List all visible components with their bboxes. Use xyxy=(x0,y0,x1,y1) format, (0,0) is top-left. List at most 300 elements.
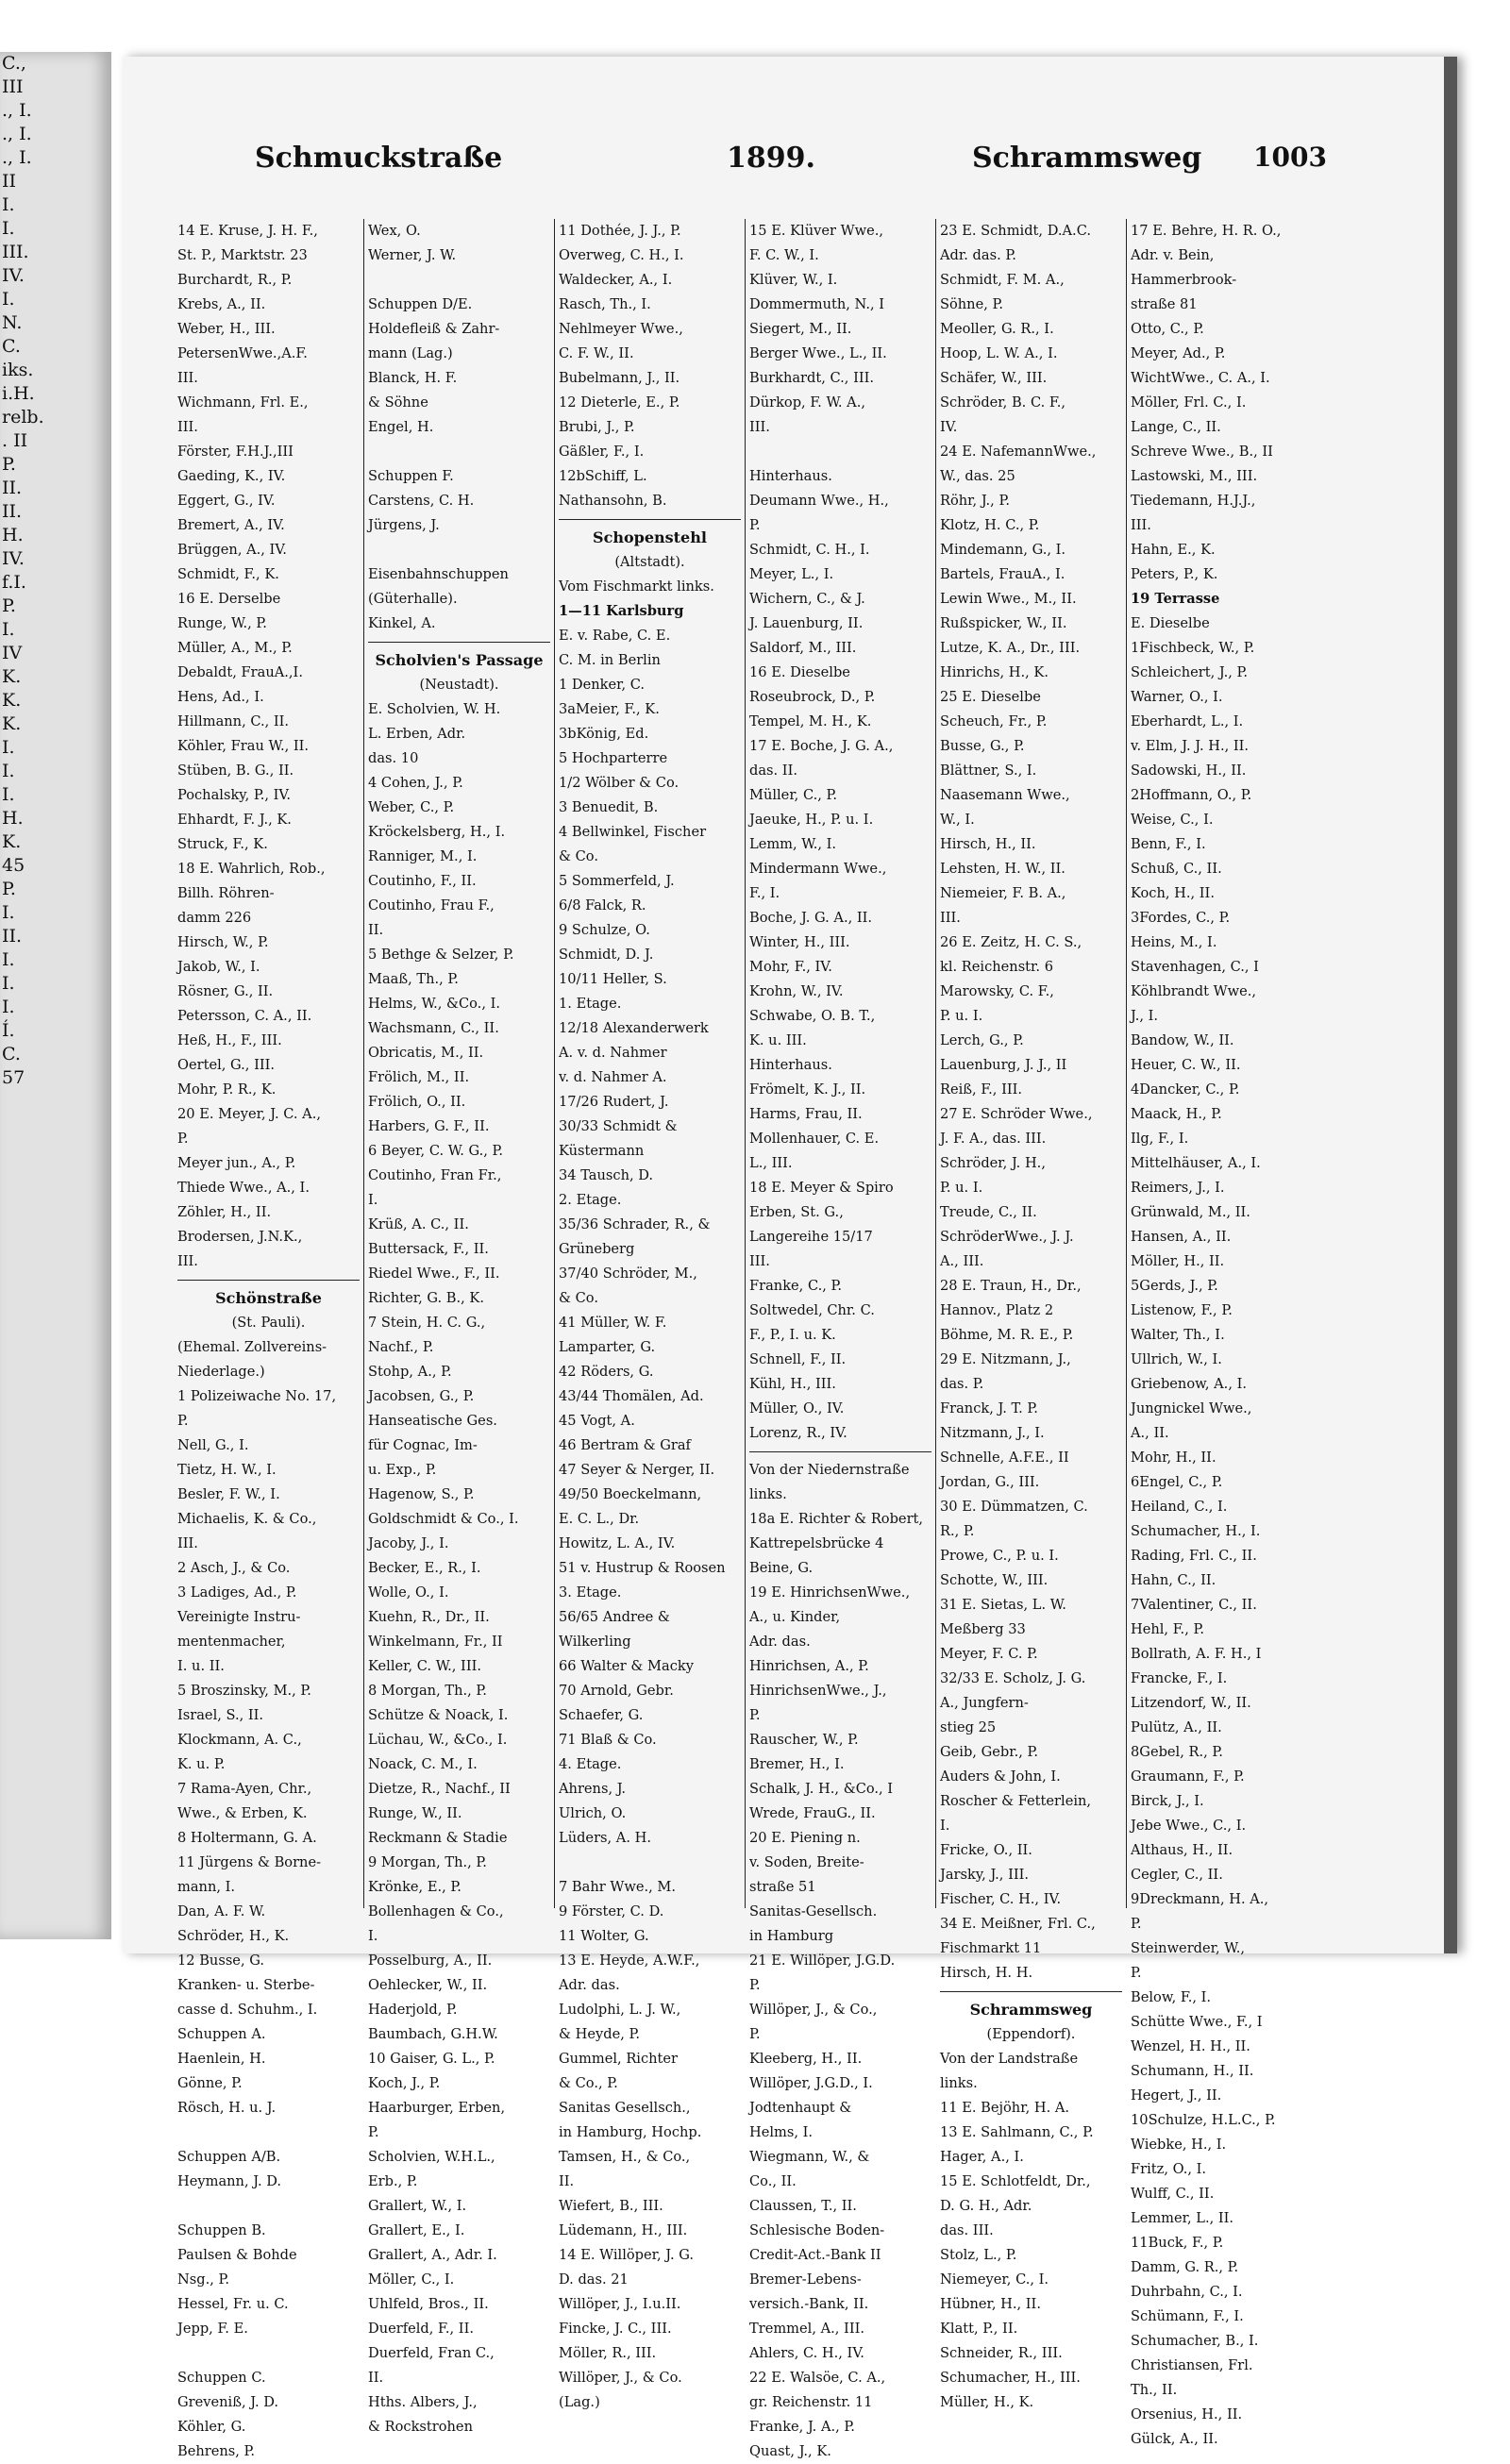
directory-entry: Heuer, C. W., II. xyxy=(1131,1057,1241,1073)
directory-entry: Duerfeld, Fran C., xyxy=(368,2345,495,2361)
directory-entry: 70 Arnold, Gebr. xyxy=(559,1683,674,1699)
directory-entry: Wolle, O., I. xyxy=(368,1584,449,1601)
directory-entry: Schmidt, C. H., I. xyxy=(749,542,870,558)
directory-entry: Besler, F. W., I. xyxy=(177,1486,280,1502)
directory-entry: Rasch, Th., I. xyxy=(559,296,651,312)
directory-entry: Tempel, M. H., K. xyxy=(749,713,872,729)
directory-entry: Althaus, H., II. xyxy=(1131,1842,1233,1858)
directory-col-5 xyxy=(936,219,1127,2410)
directory-entry: Haenlein, H. xyxy=(177,2051,266,2067)
directory-entry: Bandow, W., II. xyxy=(1131,1032,1234,1048)
directory-entry: Litzendorf, W., II. xyxy=(1131,1695,1251,1711)
left-page-fragment: I. xyxy=(2,949,15,970)
directory-entry: 3aMeier, F., K. xyxy=(559,701,660,717)
directory-entry: 3bKönig, Ed. xyxy=(559,726,649,742)
directory-entry: Lemm, W., I. xyxy=(749,836,837,852)
directory-entry: F., P., I. u. K. xyxy=(749,1327,836,1343)
directory-entry: Schuppen A/B. xyxy=(177,2149,281,2165)
directory-entry: Eberhardt, L., I. xyxy=(1131,713,1244,729)
directory-entry: Jepp, F. E. xyxy=(177,2321,248,2337)
directory-entry: II. xyxy=(559,2173,575,2189)
directory-entry: Sadowski, H., II. xyxy=(1131,763,1247,779)
directory-entry: A., u. Kinder, xyxy=(749,1609,841,1625)
directory-entry: Wiefert, B., III. xyxy=(559,2198,663,2214)
directory-entry: Köhler, G. xyxy=(177,2419,246,2435)
directory-entry: Gönne, P. xyxy=(177,2075,243,2091)
directory-entry: 14 E. Kruse, J. H. F., xyxy=(177,223,318,239)
directory-entry: Soltwedel, Chr. C. xyxy=(749,1302,875,1318)
directory-entry: Ahlers, C. H., IV. xyxy=(749,2345,864,2361)
directory-entry: mann, I. xyxy=(177,1879,236,1895)
directory-entry: HinrichsenWwe., J., xyxy=(749,1683,887,1699)
directory-entry: 4 Bellwinkel, Fischer xyxy=(559,824,707,840)
directory-entry: Jürgens, J. xyxy=(368,517,440,533)
directory-entry: für Cognac, Im- xyxy=(368,1437,478,1453)
directory-entry: 19 E. HinrichsenWwe., xyxy=(749,1584,911,1601)
directory-entry xyxy=(177,2341,360,2366)
directory-entry: casse d. Schuhm., I. xyxy=(177,2002,318,2018)
directory-entry: III. xyxy=(749,1253,770,1269)
directory-entry: Söhne, P. xyxy=(940,296,1003,312)
directory-entry: 51 v. Hustrup & Roosen xyxy=(559,1560,726,1576)
directory-entry: Klatt, P., II. xyxy=(940,2321,1018,2337)
directory-entry: Lorenz, R., IV. xyxy=(749,1425,847,1441)
directory-entry: Lüdemann, H., III. xyxy=(559,2222,688,2238)
directory-entry: Goldschmidt & Co., I. xyxy=(368,1511,519,1527)
directory-entry: Willöper, J., I.u.II. xyxy=(559,2296,681,2312)
directory-entry: Adr. das. P. xyxy=(940,247,1016,263)
directory-entry: Lastowski, M., III. xyxy=(1131,468,1258,484)
directory-entry: Krönke, E., P. xyxy=(368,1879,461,1895)
left-page-fragment: II. xyxy=(2,478,23,498)
directory-col-3 xyxy=(555,219,746,2410)
directory-entry: Krohn, W., IV. xyxy=(749,983,844,999)
directory-entry: Schütze & Noack, I. xyxy=(368,1707,509,1723)
directory-entry: P. xyxy=(368,2124,379,2140)
directory-entry: Howitz, L. A., IV. xyxy=(559,1535,676,1551)
directory-entry: 24 E. NafemannWwe., xyxy=(940,444,1097,460)
directory-entry: 47 Seyer & Nerger, II. xyxy=(559,1462,715,1478)
directory-entry: Harbers, G. F., II. xyxy=(368,1118,490,1134)
directory-entry: Nehlmeyer Wwe., xyxy=(559,321,683,337)
directory-entry: Baumbach, G.H.W. xyxy=(368,2026,498,2042)
directory-entry: Orsenius, H., II. xyxy=(1131,2406,1243,2422)
directory-entry: Frölich, O., II. xyxy=(368,1094,466,1110)
directory-entry: II. xyxy=(368,922,384,938)
directory-entry: Holdefleiß & Zahr- xyxy=(368,321,500,337)
directory-entry: Geib, Gebr., P. xyxy=(940,1744,1039,1760)
directory-entry: Sanitas-Gesellsch. xyxy=(749,1903,878,1919)
directory-entry: Schümann, F., I. xyxy=(1131,2308,1244,2324)
directory-entry: 2Hoffmann, O., P. xyxy=(1131,787,1252,803)
directory-entry: Fritz, O., I. xyxy=(1131,2161,1207,2177)
directory-entry: 18 E. Wahrlich, Rob., xyxy=(177,861,326,877)
directory-entry: 9 Morgan, Th., P. xyxy=(368,1854,487,1870)
directory-entry: Bubelmann, J., II. xyxy=(559,370,680,386)
directory-entry: Dommermuth, N., I xyxy=(749,296,885,312)
directory-entry: 18a E. Richter & Robert, xyxy=(749,1511,924,1527)
directory-entry: Gaeding, K., IV. xyxy=(177,468,286,484)
directory-entry: 11 Wolter, G. xyxy=(559,1928,649,1944)
directory-entry: Jarsky, J., III. xyxy=(940,1867,1030,1883)
directory-entry: Lerch, G., P. xyxy=(940,1032,1024,1048)
directory-entry: Schmidt, F. M. A., xyxy=(940,272,1065,288)
directory-entry: Adr. das. xyxy=(559,1977,620,1993)
directory-entry: gr. Reichenstr. 11 xyxy=(749,2394,873,2410)
directory-entry xyxy=(177,2120,360,2145)
directory-entry: Scheuch, Fr., P. xyxy=(940,713,1048,729)
directory-entry: Franke, C., P. xyxy=(749,1278,843,1294)
directory-entry: Dietze, R., Nachf., II xyxy=(368,1781,511,1797)
directory-entry: Heins, M., I. xyxy=(1131,934,1217,950)
directory-entry: 6Engel, C., P. xyxy=(1131,1474,1223,1490)
directory-entry: Behrens, P. xyxy=(177,2443,256,2459)
directory-entry: (Güterhalle). xyxy=(368,591,458,607)
directory-entry: Grünwald, M., II. xyxy=(1131,1204,1250,1220)
directory-entry: Schröder, H., K. xyxy=(177,1928,290,1944)
directory-entry: 32/33 E. Scholz, J. G. xyxy=(940,1670,1086,1686)
directory-entry: 4 Cohen, J., P. xyxy=(368,775,463,791)
directory-entry: Reckmann & Stadie xyxy=(368,1830,508,1846)
directory-entry: Weise, C., I. xyxy=(1131,812,1214,828)
directory-entry: Jebe Wwe., C., I. xyxy=(1131,1818,1247,1834)
directory-entry: Franck, J. T. P. xyxy=(940,1400,1038,1416)
left-page-fragment: I. xyxy=(2,973,15,994)
directory-entry: 25 E. Dieselbe xyxy=(940,689,1041,705)
left-page-fragment: Í. xyxy=(2,1020,15,1041)
directory-entry: Hanseatische Ges. xyxy=(368,1413,497,1429)
directory-entry: III. xyxy=(749,419,770,435)
directory-entry: Coutinho, Frau F., xyxy=(368,897,495,914)
directory-entry: Schäfer, W., III. xyxy=(940,370,1048,386)
directory-entry: mentenmacher, xyxy=(177,1634,286,1650)
directory-entry: 5 Hochparterre xyxy=(559,750,668,766)
directory-entry: Schumacher, B., I. xyxy=(1131,2333,1259,2349)
left-page-fragment: III xyxy=(2,76,24,97)
directory-entry: 22 E. Walsöe, C. A., xyxy=(749,2370,886,2386)
directory-entry: W., das. 25 xyxy=(940,468,1015,484)
directory-entry: Peters, P., K. xyxy=(1131,566,1218,582)
left-page-fragment: relb. xyxy=(2,407,44,427)
directory-entry: Schröder, J. H., xyxy=(940,1155,1046,1171)
directory-entry: Ulrich, O. xyxy=(559,1805,627,1821)
directory-entry: Mittelhäuser, A., I. xyxy=(1131,1155,1261,1171)
directory-entry: das. P. xyxy=(940,1376,984,1392)
directory-entry: 1Fischbeck, W., P. xyxy=(1131,640,1255,656)
page-header xyxy=(255,142,1327,189)
left-page-fragment: II. xyxy=(2,501,23,522)
directory-entry: Listenow, F., P. xyxy=(1131,1302,1233,1318)
directory-entry: 15 E. Schlotfeldt, Dr., xyxy=(940,2173,1091,2189)
directory-entry: Pulütz, A., II. xyxy=(1131,1719,1222,1735)
directory-entry: 42 Röders, G. xyxy=(559,1364,654,1380)
directory-entry: 10 Gaiser, G. L., P. xyxy=(368,2051,495,2067)
directory-entry: Meyer jun., A., P. xyxy=(177,1155,296,1171)
left-page-fragment: I. xyxy=(2,737,15,758)
directory-entry: Stüben, B. G., II. xyxy=(177,763,294,779)
directory-entry: Brüggen, A., IV. xyxy=(177,542,287,558)
directory-entry: Coutinho, F., II. xyxy=(368,873,477,889)
directory-entry: Hinrichs, H., K. xyxy=(940,664,1049,680)
directory-entry: in Hamburg xyxy=(749,1928,834,1944)
directory-entry: Erb., P. xyxy=(368,2173,418,2189)
section-divider xyxy=(559,519,741,520)
directory-entry: kl. Reichenstr. 6 xyxy=(940,959,1053,975)
left-page-fragment: 57 xyxy=(2,1067,25,1088)
directory-entry: Adr. v. Bein, xyxy=(1131,247,1215,263)
directory-entry: 3 Ladiges, Ad., P. xyxy=(177,1584,297,1601)
left-page-fragment: I. xyxy=(2,289,15,310)
directory-entry: Hinrichsen, A., P. xyxy=(749,1658,869,1674)
directory-entry: Wichern, C., & J. xyxy=(749,591,865,607)
directory-entry: 20 E. Meyer, J. C. A., xyxy=(177,1106,321,1122)
directory-entry: Schreve Wwe., B., II xyxy=(1131,444,1273,460)
directory-entry: 16 E. Derselbe xyxy=(177,591,281,607)
directory-entry: Griebenow, A., I. xyxy=(1131,1376,1247,1392)
directory-entry: Brodersen, J.N.K., xyxy=(177,1229,303,1245)
directory-entry: Hirsch, W., P. xyxy=(177,934,269,950)
directory-entry: Lemmer, L., II. xyxy=(1131,2210,1234,2226)
directory-entry: Heß, H., F., III. xyxy=(177,1032,282,1048)
left-page-fragment: . II xyxy=(2,430,28,451)
directory-entry: Nitzmann, J., I. xyxy=(940,1425,1045,1441)
directory-entry: Möller, R., III. xyxy=(559,2345,657,2361)
directory-entry: Hehl, F., P. xyxy=(1131,1621,1204,1637)
directory-entry: 56/65 Andree & xyxy=(559,1609,670,1625)
directory-entry: Köhler, Frau W., II. xyxy=(177,738,310,754)
directory-entry: Keller, C. W., III. xyxy=(368,1658,481,1674)
directory-entry: Bartels, FrauA., I. xyxy=(940,566,1065,582)
directory-entry: Kröckelsberg, H., I. xyxy=(368,824,506,840)
directory-entry: Graumann, F., P. xyxy=(1131,1768,1245,1785)
directory-entry: Möller, C., I. xyxy=(368,2271,455,2288)
directory-entry: Hahn, E., K. xyxy=(1131,542,1216,558)
directory-entry: Jodtenhaupt & xyxy=(749,2100,852,2116)
directory-entry: Lutze, K. A., Dr., III. xyxy=(940,640,1081,656)
directory-entry: Oehlecker, W., II. xyxy=(368,1977,488,1993)
directory-entry: A., Jungfern- xyxy=(940,1695,1029,1711)
directory-entry: Nsg., P. xyxy=(177,2271,230,2288)
directory-entry: 13 E. Sahlmann, C., P. xyxy=(940,2124,1094,2140)
left-page-fragment: C. xyxy=(2,1044,21,1064)
directory-entry: PetersenWwe.,A.F. xyxy=(177,345,308,361)
directory-entry: 46 Bertram & Graf xyxy=(559,1437,691,1453)
directory-entry: Hübner, H., II. xyxy=(940,2296,1041,2312)
directory-entry: Meßberg 33 xyxy=(940,1621,1026,1637)
directory-entry: 3. Etage. xyxy=(559,1584,622,1601)
directory-entry: Küstermann xyxy=(559,1143,645,1159)
directory-entry: 11 Jürgens & Borne- xyxy=(177,1854,322,1870)
directory-entry: 2 Asch, J., & Co. xyxy=(177,1560,291,1576)
left-page-fragment: I. xyxy=(2,902,15,923)
directory-entry: 1. Etage. xyxy=(559,996,622,1012)
directory-entry: Hahn, C., II. xyxy=(1131,1572,1216,1588)
directory-entry: A. v. d. Nahmer xyxy=(559,1045,667,1061)
street-heading: Schrammsweg xyxy=(969,2001,1093,2019)
directory-entry: Werner, J. W. xyxy=(368,247,457,263)
directory-entry: 15 E. Klüver Wwe., xyxy=(749,223,884,239)
directory-entry: 66 Walter & Macky xyxy=(559,1658,694,1674)
directory-entry: Blättner, S., I. xyxy=(940,763,1037,779)
directory-entry: Paulsen & Bohde xyxy=(177,2247,297,2263)
directory-entry: Förster, F.H.J.,III xyxy=(177,444,294,460)
directory-entry: Engel, H. xyxy=(368,419,434,435)
directory-entry: 1/2 Wölber & Co. xyxy=(559,775,680,791)
directory-entry: Schneider, R., III. xyxy=(940,2345,1063,2361)
directory-entry: L. Erben, Adr. xyxy=(368,726,466,742)
directory-entry: SchröderWwe., J. J. xyxy=(940,1229,1074,1245)
directory-entry: Beine, G. xyxy=(749,1560,814,1576)
directory-entry: Blanck, H. F. xyxy=(368,370,458,386)
directory-entry: Schaefer, G. xyxy=(559,1707,644,1723)
directory-entry: 9 Schulze, O. xyxy=(559,922,650,938)
directory-entry: Berger Wwe., L., II. xyxy=(749,345,887,361)
directory-entry: Struck, F., K. xyxy=(177,836,268,852)
directory-entry: Kattrepelsbrücke 4 xyxy=(749,1535,884,1551)
directory-entry: Carstens, C. H. xyxy=(368,493,475,509)
directory-entry: Noack, C. M., I. xyxy=(368,1756,478,1772)
directory-entry: P. u. I. xyxy=(940,1008,983,1024)
page-number: 1003 xyxy=(1253,142,1327,173)
directory-entry: Schuppen F. xyxy=(368,468,454,484)
directory-entry: Wiebke, H., I. xyxy=(1131,2137,1227,2153)
directory-entry: Grallert, A., Adr. I. xyxy=(368,2247,497,2263)
directory-entry: W., I. xyxy=(940,812,975,828)
directory-entry: links. xyxy=(749,1486,787,1502)
directory-entry: J., I. xyxy=(1131,1008,1159,1024)
directory-entry: Hannov., Platz 2 xyxy=(940,1302,1054,1318)
directory-entry: Dan, A. F. W. xyxy=(177,1903,266,1919)
directory-entry: Schuß, C., II. xyxy=(1131,861,1222,877)
directory-entry: Meyer, F. C. P. xyxy=(940,1646,1038,1662)
directory-entry: v. d. Nahmer A. xyxy=(559,1069,667,1085)
directory-entry: Frömelt, K. J., II. xyxy=(749,1081,866,1098)
directory-entry: WichtWwe., C. A., I. xyxy=(1131,370,1270,386)
directory-entry: 13 E. Heyde, A.W.F., xyxy=(559,1953,700,1969)
directory-entry: 31 E. Sietas, L. W. xyxy=(940,1597,1066,1613)
directory-entry: Fischmarkt 11 xyxy=(940,1940,1042,1956)
header-year: 1899. xyxy=(727,142,815,175)
directory-entry: 35/36 Schrader, R., & xyxy=(559,1216,711,1232)
directory-entry: Petersson, C. A., II. xyxy=(177,1008,312,1024)
directory-entry: Ludolphi, L. J. W., xyxy=(559,2002,681,2018)
left-page-fragment: iks. xyxy=(2,360,34,380)
directory-entry: Franke, J. A., P. xyxy=(749,2419,855,2435)
directory-entry: & Co., P. xyxy=(559,2075,618,2091)
directory-entry: Adr. das. xyxy=(749,1634,811,1650)
directory-entry: Krüß, A. C., II. xyxy=(368,1216,469,1232)
directory-entry: 12 Busse, G. xyxy=(177,1953,265,1969)
directory-entry: Mohr, F., IV. xyxy=(749,959,832,975)
directory-entry: K. u. III. xyxy=(749,1032,807,1048)
directory-entry: Deumann Wwe., H., xyxy=(749,493,889,509)
left-page-fragment: K. xyxy=(2,690,22,711)
directory-entry: 4. Etage. xyxy=(559,1756,622,1772)
directory-entry: Eisenbahnschuppen xyxy=(368,566,509,582)
directory-entry: Naasemann Wwe., xyxy=(940,787,1070,803)
directory-entry: E. Dieselbe xyxy=(1131,615,1210,631)
directory-entry: Hammerbrook- xyxy=(1131,272,1237,288)
directory-entry: Zöhler, H., II. xyxy=(177,1204,272,1220)
directory-entry: D. das. 21 xyxy=(559,2271,629,2288)
directory-entry: Rösch, H. u. J. xyxy=(177,2100,277,2116)
directory-entry: (Lag.) xyxy=(559,2394,600,2410)
directory-entry: Schütte Wwe., F., I xyxy=(1131,2014,1263,2030)
directory-entry: Below, F., I. xyxy=(1131,1989,1212,2005)
left-page-fragment: H. xyxy=(2,808,24,829)
left-page-fragment: II xyxy=(2,171,17,192)
directory-entry: 7 Bahr Wwe., M. xyxy=(559,1879,676,1895)
directory-entry: Lüchau, W., &Co., I. xyxy=(368,1732,508,1748)
directory-entry: Hager, A., I. xyxy=(940,2149,1024,2165)
directory-entry: Müller, O., IV. xyxy=(749,1400,845,1416)
directory-entry: P. xyxy=(177,1413,189,1429)
directory-entry: Lehsten, H. W., II. xyxy=(940,861,1065,877)
directory-entry: Waldecker, A., I. xyxy=(559,272,673,288)
directory-entry: (Eppendorf). xyxy=(986,2026,1076,2042)
directory-entry: 30/33 Schmidt & xyxy=(559,1118,678,1134)
left-page-fragment: P. xyxy=(2,879,16,899)
directory-entry: (Altstadt). xyxy=(614,554,685,570)
directory-entry: Burchardt, R., P. xyxy=(177,272,293,288)
directory-entry: Kühl, H., III. xyxy=(749,1376,836,1392)
directory-entry: Sanitas Gesellsch., xyxy=(559,2100,691,2116)
directory-entry: Schlesische Boden- xyxy=(749,2222,885,2238)
directory-entry: stieg 25 xyxy=(940,1719,997,1735)
directory-entry: Schuppen D/E. xyxy=(368,296,473,312)
street-heading: Scholvien's Passage xyxy=(375,651,544,669)
directory-entry: 1—11 Karlsburg xyxy=(559,603,684,619)
directory-entry: Grallert, E., I. xyxy=(368,2222,465,2238)
directory-entry: Maack, H., P. xyxy=(1131,1106,1222,1122)
directory-entry: Böhme, M. R. E., P. xyxy=(940,1327,1074,1343)
directory-entry: Siegert, M., II. xyxy=(749,321,852,337)
directory-entry: 2. Etage. xyxy=(559,1192,622,1208)
directory-entry: & Heyde, P. xyxy=(559,2026,640,2042)
directory-entry: & Söhne xyxy=(368,394,428,411)
directory-entry: 34 Tausch, D. xyxy=(559,1167,654,1183)
directory-entry: III. xyxy=(177,1253,198,1269)
directory-entry: 9 Förster, C. D. xyxy=(559,1903,664,1919)
directory-entry: Obricatis, M., II. xyxy=(368,1045,484,1061)
directory-entry xyxy=(559,1851,741,1875)
directory-entry: 49/50 Boeckelmann, xyxy=(559,1486,702,1502)
directory-entry: Schuppen A. xyxy=(177,2026,266,2042)
directory-entry: R., P. xyxy=(940,1523,975,1539)
directory-entry: C. M. in Berlin xyxy=(559,652,661,668)
directory-entry: Lewin Wwe., M., II. xyxy=(940,591,1077,607)
directory-entry: 8 Holtermann, G. A. xyxy=(177,1830,317,1846)
directory-entry: Schnell, F., II. xyxy=(749,1351,847,1367)
directory-entry: Von der Landstraße xyxy=(940,2051,1079,2067)
street-heading: Schopenstehl xyxy=(593,528,707,546)
directory-entry: Riedel Wwe., F., II. xyxy=(368,1266,500,1282)
directory-entry: versich.-Bank, II. xyxy=(749,2296,869,2312)
directory-entry: Th., II. xyxy=(1131,2382,1178,2398)
directory-entry: Rading, Frl. C., II. xyxy=(1131,1548,1257,1564)
directory-entry: III. xyxy=(940,910,961,926)
directory-entry: Overweg, C. H., I. xyxy=(559,247,684,263)
directory-entry: Mindemann, G., I. xyxy=(940,542,1066,558)
directory-entry: Jacoby, J., I. xyxy=(368,1535,449,1551)
directory-entry: Runge, W., II. xyxy=(368,1805,462,1821)
directory-entry xyxy=(368,538,550,562)
directory-entry: 45 Vogt, A. xyxy=(559,1413,635,1429)
directory-entry: das. III. xyxy=(940,2222,994,2238)
section-divider xyxy=(940,1991,1122,1992)
directory-entry: damm 226 xyxy=(177,910,252,926)
left-page-fragment: C., xyxy=(2,53,26,74)
